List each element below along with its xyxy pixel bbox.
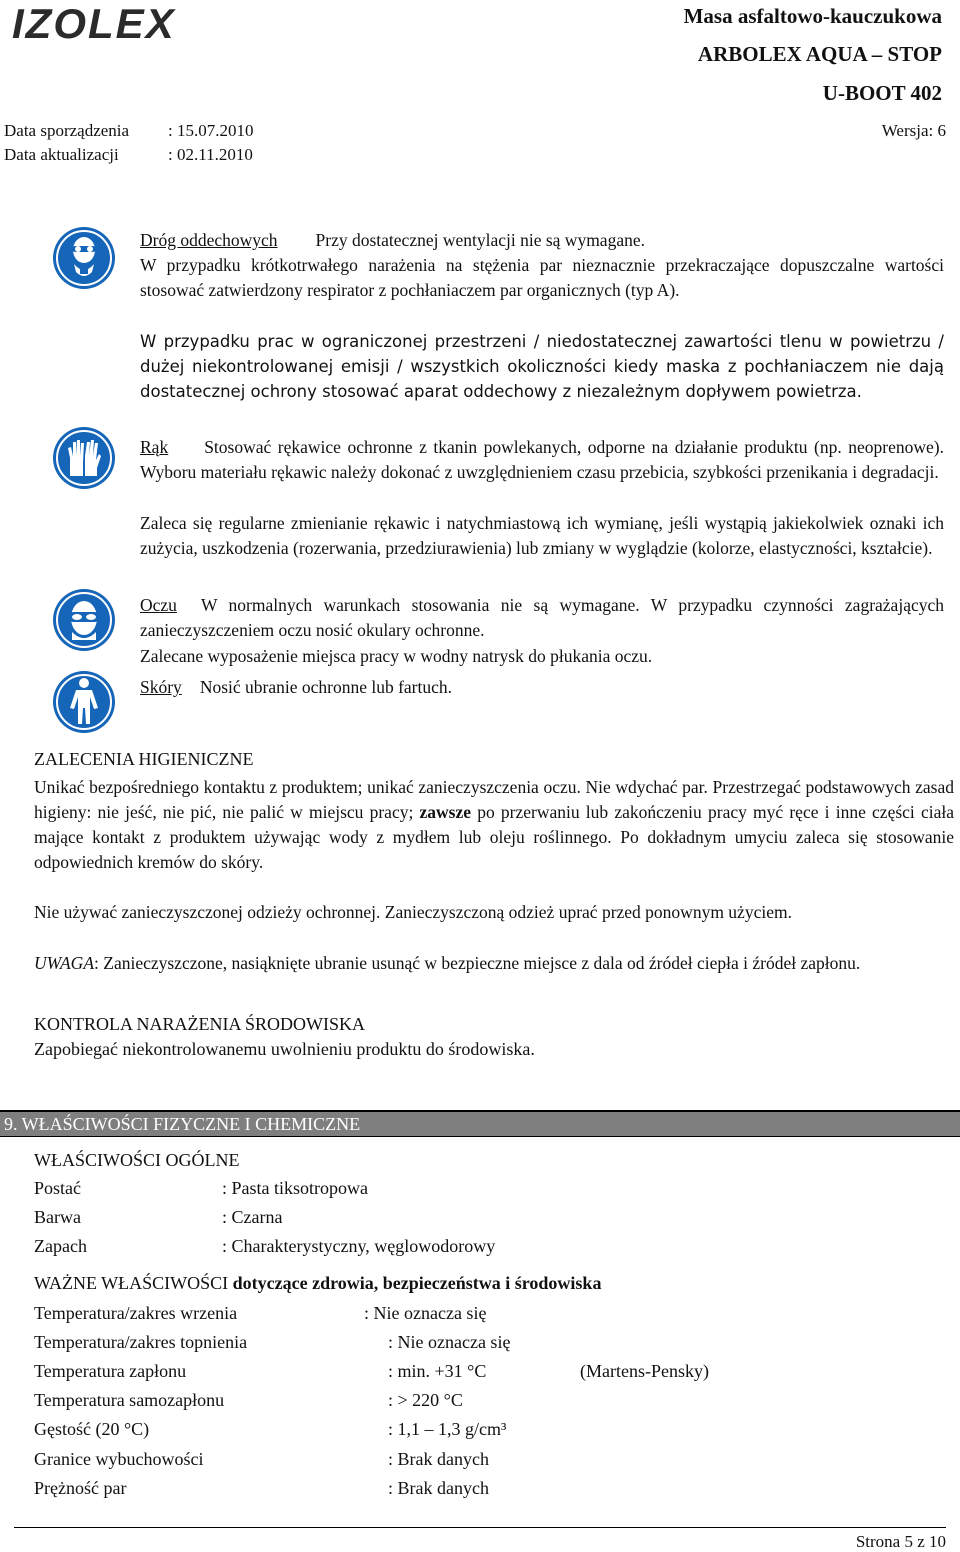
general-property-value: : Charakterystyczny, węglowodorowy <box>222 1236 496 1256</box>
hand-text-2: Zaleca się regularne zmienianie rękawic i natychmiastową ich wymianę, jeśli wystąpią jakiekolwiek oznaki ich zużycia, uszkodzenia (rozerwania, przedziurawienia) lub zmiany w wyglądzie (kolorze, elastyczności, kształcie). <box>140 513 944 558</box>
skin-text: Nosić ubranie ochronne lub fartuch. <box>199 677 453 697</box>
hand-label: Rąk <box>140 437 169 457</box>
eye-text-2: Zalecane wyposażenie miejsca pracy w wodny natrysk do płukania oczu. <box>140 646 653 666</box>
important-property-label: Granice wybuchowości <box>34 1449 204 1469</box>
eye-protection-mandatory-icon <box>52 588 116 652</box>
warning-label: UWAGA <box>34 953 95 973</box>
respiratory-label: Dróg oddechowych <box>140 230 278 250</box>
hand-protection-block <box>140 435 944 485</box>
hygiene-paragraph-3 <box>34 951 954 976</box>
product-code-title: U-BOOT 402 <box>822 81 942 105</box>
eye-text-1: W normalnych warunkach stosowania nie są wymagane. W przypadku czynności zagrażających zanieczyszczeniem oczu nosić okulary ochronne. <box>140 595 944 640</box>
important-property-value: : Brak danych <box>388 1449 489 1469</box>
hygiene-paragraph-1 <box>34 775 954 875</box>
general-properties-heading: WŁAŚCIWOŚCI OGÓLNE <box>34 1150 240 1170</box>
general-property-label: Barwa <box>34 1207 81 1227</box>
product-type-title: Masa asfaltowo-kauczukowa <box>683 4 942 28</box>
prep-date-value: : 15.07.2010 <box>168 121 254 140</box>
important-property-value: : min. +31 °C <box>388 1361 487 1381</box>
important-properties-heading <box>34 1273 601 1294</box>
skin-protection-line <box>140 675 944 700</box>
environment-text: Zapobiegać niekontrolowanemu uwolnieniu produktu do środowiska. <box>34 1039 535 1059</box>
general-property-value: : Czarna <box>222 1207 283 1227</box>
respiratory-text-2: W przypadku krótkotrwałego narażenia na stężenia par nieznacznie przekraczające dopuszczalne wartości stosować zatwierdzony respirator z pochłaniaczem par organicznych (typ A). <box>140 255 944 300</box>
general-property-label: Postać <box>34 1178 81 1198</box>
hygiene-text-1b: po przerwaniu lub zakończeniu pracy myć ręce i inne części ciała mające kontakt z produktem używając wody z mydłem lub oleju roślinnego. Po dokładnym umyciu zaleca się stosowanie odpowiednich kremów do skóry. <box>34 802 954 872</box>
important-property-value: : > 220 °C <box>388 1390 463 1410</box>
respiratory-line <box>140 228 944 253</box>
eye-label: Oczu <box>140 595 177 615</box>
important-property-label: Temperatura zapłonu <box>34 1361 187 1381</box>
hygiene-heading: ZALECENIA HIGIENICZNE <box>34 749 254 769</box>
company-logo <box>12 0 182 48</box>
logo-text: IZOLEX <box>12 0 176 47</box>
important-property-method: (Martens-Pensky) <box>580 1361 709 1381</box>
important-property-label: Prężność par <box>34 1478 127 1498</box>
environment-heading: KONTROLA NARAŻENIA ŚRODOWISKA <box>34 1014 365 1034</box>
product-name-title: ARBOLEX AQUA – STOP <box>697 42 942 66</box>
important-property-value: : Nie oznacza się <box>388 1332 511 1352</box>
footer-divider <box>14 1527 946 1528</box>
important-property-label: Temperatura/zakres wrzenia <box>34 1303 238 1323</box>
hygiene-text-1a: Unikać bezpośredniego kontaktu z produktem; unikać zanieczyszczenia oczu. Nie wdychać par. Przestrzegać podstawowych zasad higieny: nie jeść, nie pić, nie palić w miejscu pracy; <box>34 777 954 822</box>
update-date-value: : 02.11.2010 <box>168 145 253 164</box>
important-property-label: Temperatura samozapłonu <box>34 1390 225 1410</box>
hygiene-text-3: : Zanieczyszczone, nasiąknięte ubranie usunąć w bezpieczne miejsce z dala od źródeł ciepła i źródeł zapłonu. <box>94 953 861 973</box>
important-heading-main: WAŻNE WŁAŚCIWOŚCI <box>34 1273 229 1293</box>
hygiene-text-bold: zawsze <box>419 802 472 822</box>
important-property-value: : Nie oznacza się <box>364 1303 487 1323</box>
respirator-mandatory-icon <box>52 226 116 290</box>
protective-clothing-mandatory-icon <box>52 670 116 734</box>
important-heading-rest: dotyczące zdrowia, bezpieczeństwa i środowiska <box>228 1273 602 1293</box>
hand-text-1: Stosować rękawice ochronne z tkanin powlekanych, odporne na działanie produktu (np. neoprenowe). Wyboru materiału rękawic należy dokonać z uwzględnieniem czasu przebicia, szybkości przenikania i degradacji. <box>140 437 944 482</box>
important-property-label: Temperatura/zakres topnienia <box>34 1332 248 1352</box>
general-property-label: Zapach <box>34 1236 87 1256</box>
version-label: Wersja: 6 <box>881 121 946 140</box>
hygiene-paragraph-2: Nie używać zanieczyszczonej odzieży ochronnej. Zanieczyszczoną odzież uprać przed ponownym użyciem. <box>34 902 792 922</box>
respiratory-text-3: W przypadku prac w ograniczonej przestrzeni / niedostatecznej zawartości tlenu w powietrzu / dużej niekontrolowanej emisji / wszystkich okoliczności kiedy maska z pochłaniaczem nie dają dostatecznej ochrony stosować aparat oddechowy z niezależnym dopływem powietrza. <box>140 332 944 401</box>
section-9-header: 9. WŁAŚCIWOŚCI FIZYCZNE I CHEMICZNE <box>0 1110 960 1137</box>
important-property-value: : 1,1 – 1,3 g/cm³ <box>388 1419 507 1439</box>
general-property-value: : Pasta tiksotropowa <box>222 1178 368 1198</box>
skin-label: Skóry <box>140 677 182 697</box>
prep-date-label: Data sporządzenia <box>4 121 130 140</box>
important-property-label: Gęstość (20 °C) <box>34 1419 150 1439</box>
page-number: Strona 5 z 10 <box>855 1532 946 1551</box>
important-property-value: : Brak danych <box>388 1478 489 1498</box>
update-date-label: Data aktualizacji <box>4 145 119 164</box>
eye-protection-block <box>140 593 944 643</box>
respiratory-text-1: Przy dostatecznej wentylacji nie są wymagane. <box>315 230 645 250</box>
gloves-mandatory-icon <box>52 426 116 490</box>
